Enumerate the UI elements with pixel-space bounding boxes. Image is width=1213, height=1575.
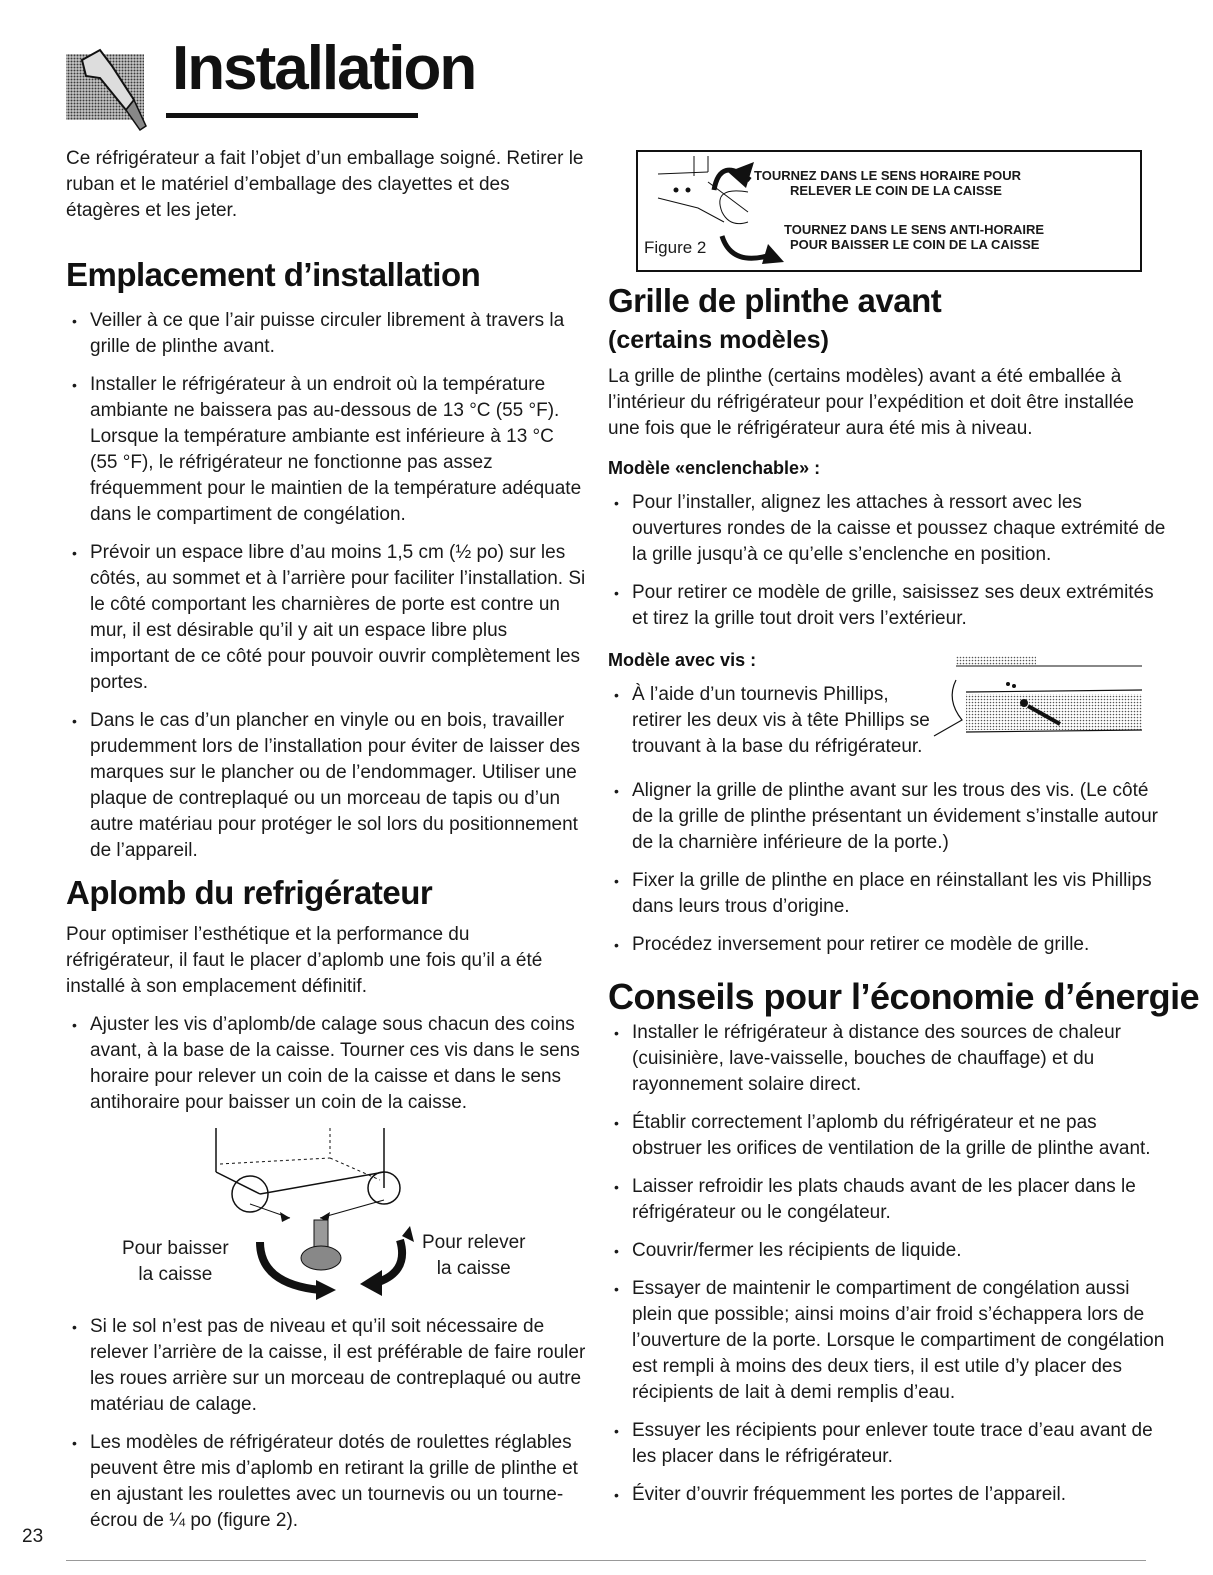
footer-rule bbox=[66, 1560, 1146, 1561]
list-item: • Éviter d’ouvrir fréquemment les portes de l’appareil. bbox=[608, 1482, 1168, 1508]
title-underline bbox=[166, 113, 418, 118]
list-item: • Couvrir/fermer les récipients de liquide. bbox=[608, 1238, 1168, 1264]
list-item: • Dans le cas d’un plancher en vinyle ou en bois, travailler prudemment lors de l’installation pour éviter de laisser des marques sur le plancher ou de l’endommager. Utiliser une plaque de contreplaqué ou un morceau de tapis ou d’un autre matériau pour protéger le sol lors du positionnement de l’appareil. bbox=[66, 708, 586, 864]
conseils-heading: Conseils pour l’économie d’énergie bbox=[608, 976, 1200, 1017]
aplomb-list bbox=[66, 1012, 586, 1128]
list-item: • Essuyer les récipients pour enlever toute trace d’eau avant de les placer dans le réfrigérateur. bbox=[608, 1418, 1168, 1470]
page-title: Installation bbox=[172, 34, 476, 103]
lower-label: Pour baisser la caisse bbox=[122, 1238, 229, 1285]
screw-model-heading: Modèle avec vis : bbox=[608, 650, 757, 670]
list-item: • Pour l’installer, alignez les attaches à ressort avec les ouvertures rondes de la caisse et poussez chaque extrémité de la grille jusqu’à ce qu’elle s’enclenche en position. bbox=[608, 490, 1168, 568]
list-item: • Prévoir un espace libre d’au moins 1,5 cm (½ po) sur les côtés, au sommet et à l’arrière pour faciliter l’installation. Si le côté comportant les charnières de porte est contre un mur, il est désirable qu’il y ait un espace libre plus important de ce côté pour pouvoir ouvrir complètement les portes. bbox=[66, 540, 586, 696]
list-item: • Fixer la grille de plinthe en place en réinstallant les vis Phillips dans leurs trous d’origine. bbox=[608, 868, 1168, 920]
aplomb-heading: Aplomb du refrigérateur bbox=[66, 874, 433, 911]
leveling-figure bbox=[110, 1124, 550, 1302]
ccw-caption: TOURNEZ DANS LE SENS ANTI-HORAIRE POUR BAISSER LE COIN DE LA CAISSE bbox=[784, 222, 1045, 252]
list-item: • Pour retirer ce modèle de grille, saisissez ses deux extrémités et tirez la grille tout droit vers l’extérieur. bbox=[608, 580, 1168, 632]
list-item: • Essayer de maintenir le compartiment de congélation aussi plein que possible; ainsi moins d’air froid s’échappera lors de l’ouverture de la porte. Lorsque le compartiment de congélation est rempli à moins des deux tiers, il est utile d’y placer des récipients de lait à demi remplis d’eau. bbox=[608, 1276, 1168, 1406]
aplomb-intro: Pour optimiser l’esthétique et la performance du réfrigérateur, il faut le placer d’aplomb une fois qu’il a été installé à son emplacement définitif. bbox=[66, 924, 543, 997]
conseils-list bbox=[608, 1020, 1168, 1520]
list-item: • Veiller à ce que l’air puisse circuler librement à travers la grille de plinthe avant. bbox=[66, 308, 586, 360]
figure-2-label: Figure 2 bbox=[644, 238, 707, 257]
snap-model-list bbox=[608, 490, 1168, 644]
list-item: • Procédez inversement pour retirer ce modèle de grille. bbox=[608, 932, 1168, 958]
screw-diagram bbox=[926, 650, 1146, 742]
list-item: • Ajuster les vis d’aplomb/de calage sous chacun des coins avant, à la base de la caisse. Tourner ces vis dans le sens horaire pour relever un coin de la caisse et dans le sens antihoraire pour baisser un coin de la caisse. bbox=[66, 1012, 586, 1116]
list-item: • Si le sol n’est pas de niveau et qu’il soit nécessaire de relever l’arrière de la caisse, il est préférable de faire rouler les roues arrière sur un morceau de contreplaqué ou autre matériau de calage. bbox=[66, 1314, 586, 1418]
list-item: • Installer le réfrigérateur à un endroit où la température ambiante ne baissera pas au-dessous de 13 °C (55 °F). Lorsque la température ambiante est inférieure à 13 °C (55 °F), le réfrigérateur ne fonctionne pas assez fréquemment pour le maintien de la température adéquate dans le compartiment de congélation. bbox=[66, 372, 586, 528]
grille-subheading: (certains modèles) bbox=[608, 326, 829, 354]
grille-heading: Grille de plinthe avant bbox=[608, 282, 942, 319]
list-item: • Les modèles de réfrigérateur dotés de roulettes réglables peuvent être mis d’aplomb en retirant la grille de plinthe et en ajustant les roulettes avec un tournevis ou un tourne-écrou de ¼ po (figure 2). bbox=[66, 1430, 586, 1534]
screw-model-list bbox=[608, 778, 1168, 970]
list-item: • Installer le réfrigérateur à distance des sources de chaleur (cuisinière, lave-vaisselle, bouches de chauffage) et du rayonnement solaire direct. bbox=[608, 1020, 1168, 1098]
aplomb-list-2 bbox=[66, 1314, 586, 1546]
list-item: • Laisser refroidir les plats chauds avant de les placer dans le réfrigérateur ou le congélateur. bbox=[608, 1174, 1168, 1226]
figure-2 bbox=[636, 150, 1142, 272]
list-item: • Établir correctement l’aplomb du réfrigérateur et ne pas obstruer les orifices de ventilation de la grille de plinthe avant. bbox=[608, 1110, 1168, 1162]
raise-label: Pour relever la caisse bbox=[422, 1232, 526, 1279]
list-item: • À l’aide d’un tournevis Phillips, retirer les deux vis à tête Phillips se trouvant à la base du réfrigérateur. bbox=[608, 682, 934, 760]
page-number: 23 bbox=[22, 1526, 44, 1547]
screw-model-first bbox=[608, 682, 934, 772]
grille-intro: La grille de plinthe (certains modèles) avant a été emballée à l’intérieur du réfrigérateur pour l’expédition et doit être installée une fois que le réfrigérateur aura été mis à niveau. bbox=[608, 366, 1134, 439]
emplacement-heading: Emplacement d’installation bbox=[66, 256, 481, 293]
snap-model-heading: Modèle «enclenchable» : bbox=[608, 458, 821, 478]
cw-caption: TOURNEZ DANS LE SENS HORAIRE POUR RELEVER LE COIN DE LA CAISSE bbox=[754, 168, 1022, 198]
emplacement-list bbox=[66, 308, 586, 876]
intro-paragraph: Ce réfrigérateur a fait l’objet d’un emballage soigné. Retirer le ruban et le matériel d’emballage des clayettes et des étagères et les jeter. bbox=[66, 148, 584, 221]
installation-icon bbox=[64, 42, 154, 134]
list-item: • Aligner la grille de plinthe avant sur les trous des vis. (Le côté de la grille de plinthe présentant un évidement s’installe autour de la charnière inférieure de la porte.) bbox=[608, 778, 1168, 856]
